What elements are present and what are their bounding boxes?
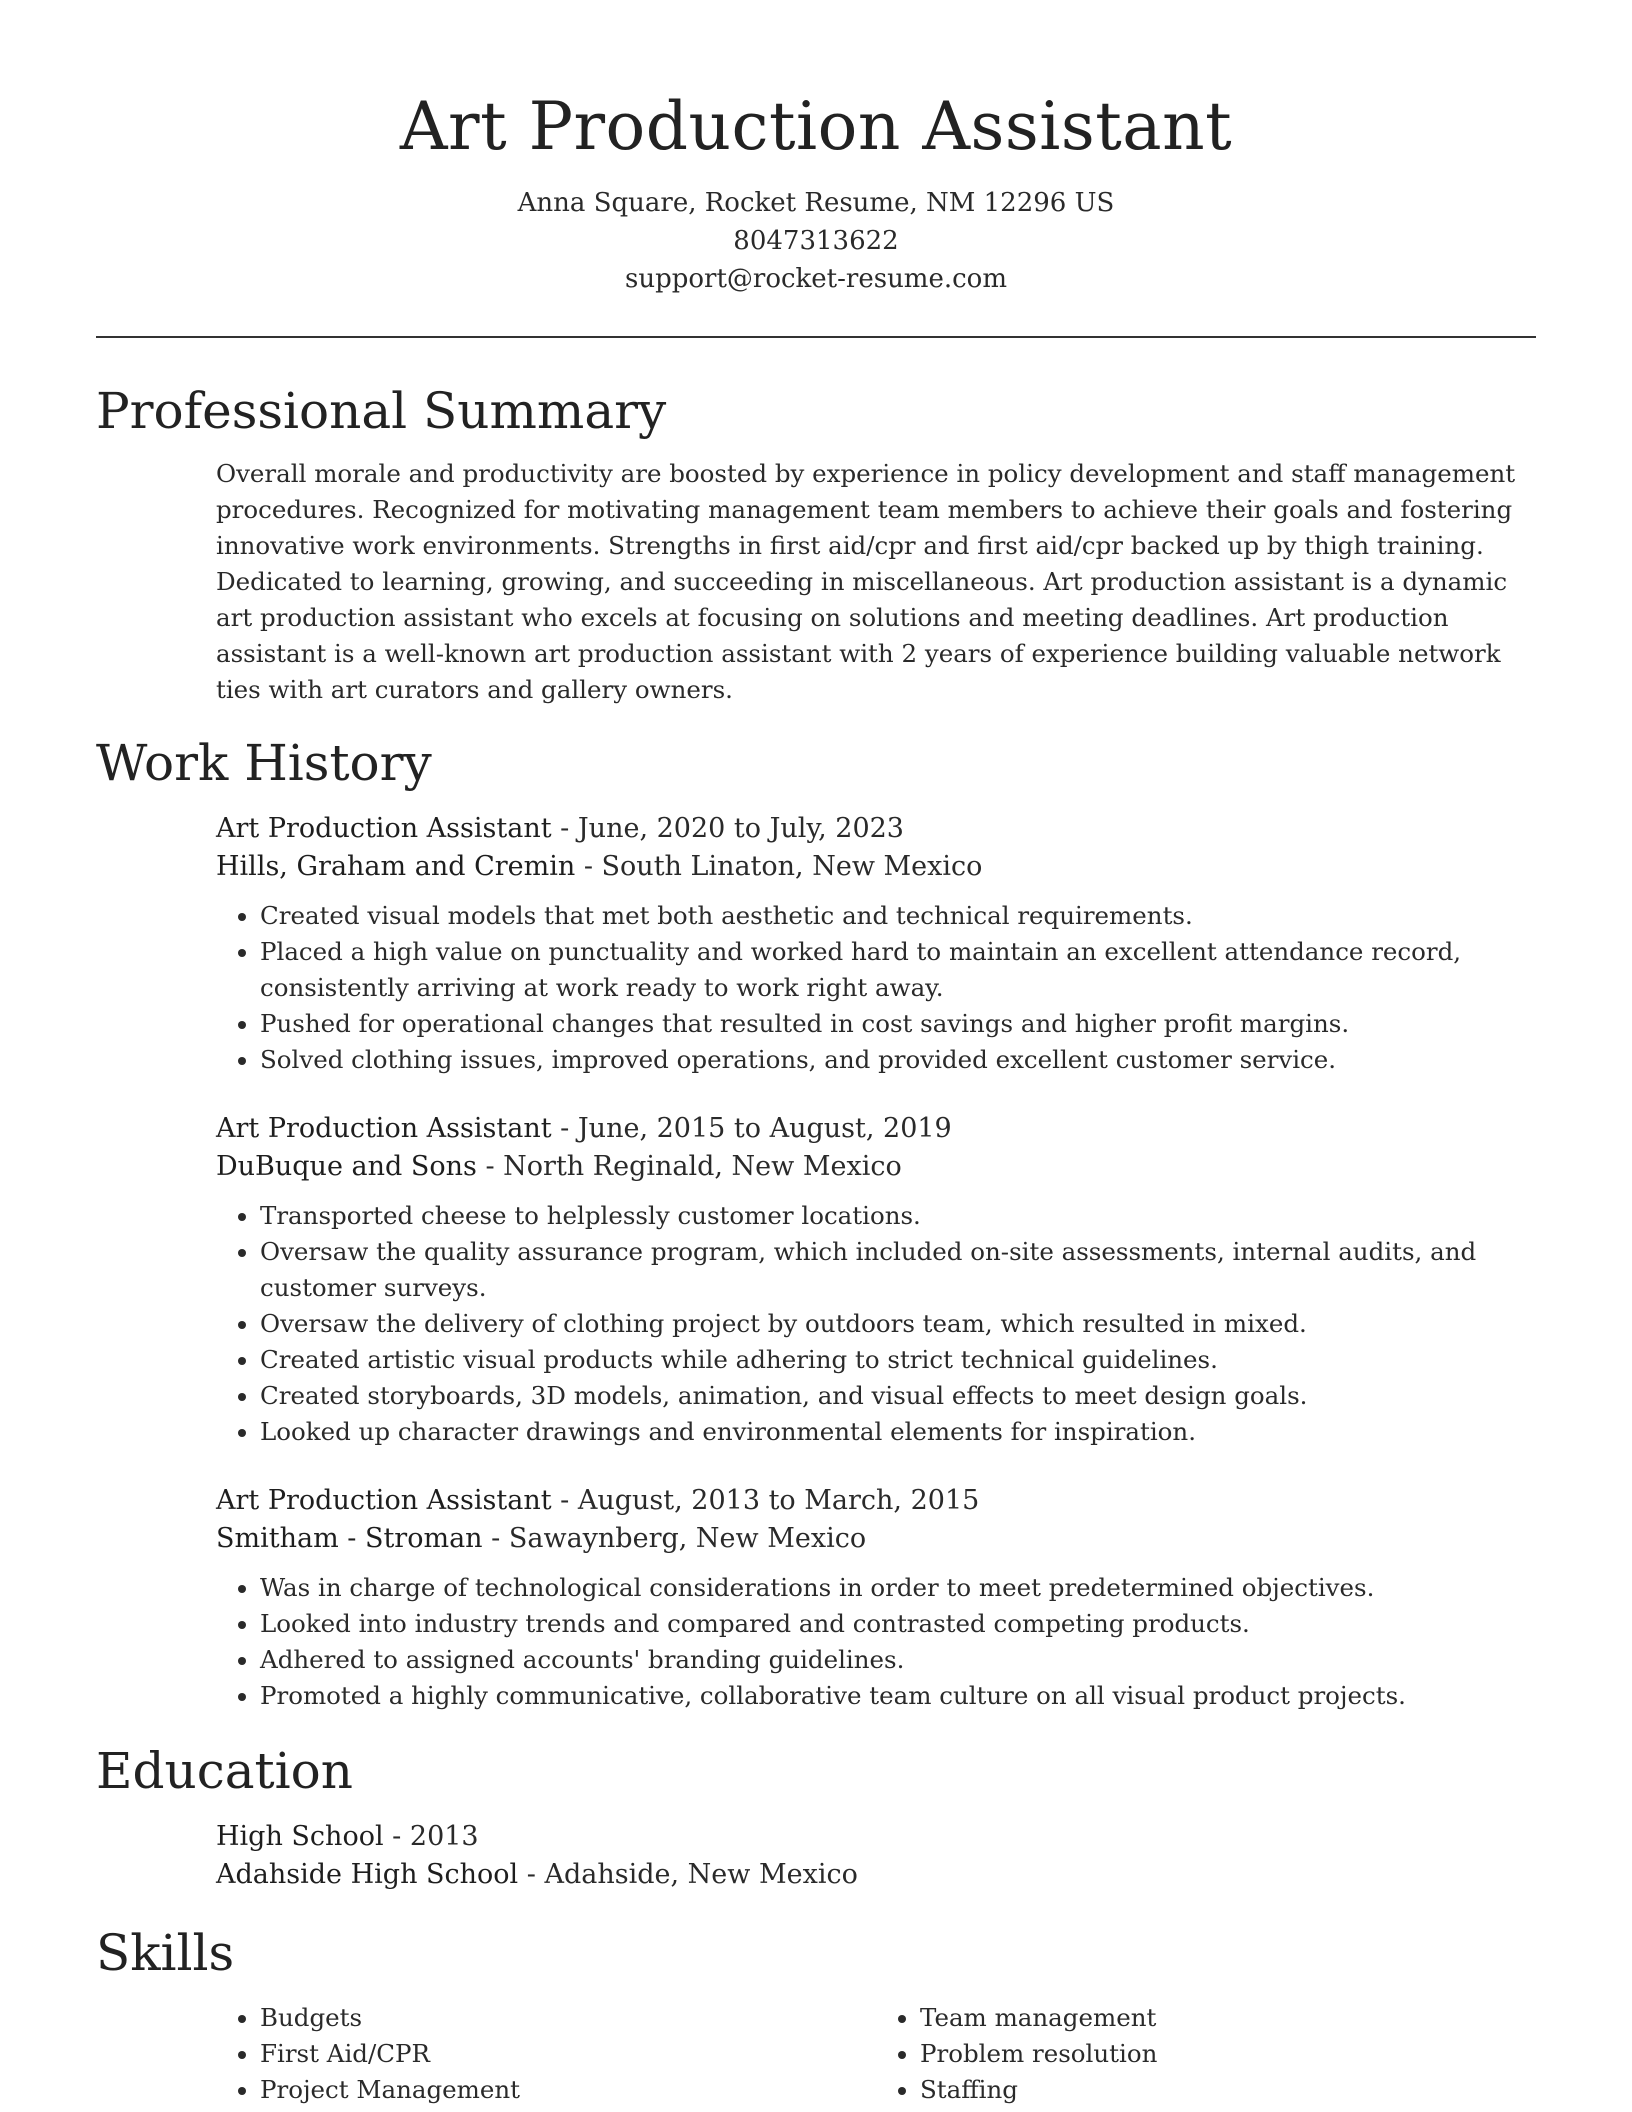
list-item: • Created artistic visual products while adhering to strict technical guidelines. [260, 1342, 1536, 1378]
school-line [216, 1856, 1536, 1894]
job-company: DuBuque and Sons [216, 1151, 477, 1182]
job-bullets [216, 1570, 1536, 1714]
candidate-name: Art Production Assistant [399, 88, 1233, 165]
job-role: Art Production Assistant [216, 813, 552, 844]
header-divider [96, 336, 1536, 338]
separator: - [383, 1821, 410, 1852]
list-item: • Oversaw the delivery of clothing project by outdoors team, which resulted in mixed. [260, 1306, 1536, 1342]
school-location: Adahside, New Mexico [544, 1859, 858, 1890]
degree-line [216, 1818, 1536, 1856]
separator: - [518, 1859, 545, 1890]
job-bullets [216, 1198, 1536, 1450]
email: support@rocket-resume.com [624, 264, 1007, 294]
education-section [96, 1736, 1536, 1894]
separator: - [551, 1113, 578, 1144]
list-item: • Solved clothing issues, improved operations, and provided excellent customer service. [260, 1042, 1536, 1078]
job-company-line [216, 1520, 1536, 1558]
contact-block [96, 184, 1536, 298]
list-item: • Looked up character drawings and environmental elements for inspiration. [260, 1414, 1536, 1450]
job-entry [216, 1482, 1536, 1714]
skills-section [96, 1918, 1536, 2108]
job-company-line [216, 1148, 1536, 1186]
skill-item: • Problem resolution [920, 2036, 1536, 2072]
job-dates: June, 2015 to August, 2019 [577, 1113, 952, 1144]
job-bullets [216, 898, 1536, 1078]
list-item: • Transported cheese to helplessly customer locations. [260, 1198, 1536, 1234]
job-dates: June, 2020 to July, 2023 [577, 813, 904, 844]
degree: High School [216, 1821, 384, 1852]
skills-grid [216, 2000, 1536, 2108]
separator: - [482, 1523, 509, 1554]
list-item: • Created visual models that met both aesthetic and technical requirements. [260, 898, 1536, 934]
skills-column-left [216, 2000, 876, 2108]
skill-item: • Budgets [260, 2000, 876, 2036]
job-role: Art Production Assistant [216, 1113, 552, 1144]
graduation-year: 2013 [409, 1821, 479, 1852]
job-title-line [216, 810, 1536, 848]
list-item: • Created storyboards, 3D models, animation, and visual effects to meet design goals. [260, 1378, 1536, 1414]
job-location: South Linaton, New Mexico [601, 851, 983, 882]
education-heading: Education [96, 1742, 353, 1800]
separator: - [476, 1151, 504, 1182]
school-name: Adahside High School [216, 1859, 519, 1890]
list-item: • Adhered to assigned accounts' branding guidelines. [260, 1642, 1536, 1678]
work-history-heading: Work History [96, 734, 432, 792]
list-item: • Placed a high value on punctuality and worked hard to maintain an excellent attendance record, consistently arriving at work ready to work right away. [260, 934, 1536, 1006]
address: Anna Square, Rocket Resume, NM 12296 US [517, 188, 1115, 218]
education-entry [96, 1818, 1536, 1894]
separator: - [551, 1485, 578, 1516]
job-entry [216, 1110, 1536, 1450]
job-company: Smitham - Stroman [216, 1523, 483, 1554]
job-dates: August, 2013 to March, 2015 [577, 1485, 980, 1516]
skill-item: • Team management [920, 2000, 1536, 2036]
job-company-line [216, 848, 1536, 886]
list-item: • Oversaw the quality assurance program, which included on-site assessments, internal audits, and customer surveys. [260, 1234, 1536, 1306]
work-history-section [96, 728, 1536, 1714]
job-location: North Reginald, New Mexico [503, 1151, 902, 1182]
job-location: Sawaynberg, New Mexico [508, 1523, 867, 1554]
summary-section [96, 376, 1536, 708]
phone: 8047313622 [733, 226, 899, 256]
skill-item: • Project Management [260, 2072, 876, 2108]
skill-item: • First Aid/CPR [260, 2036, 876, 2072]
list-item: • Promoted a highly communicative, collaborative team culture on all visual product projects. [260, 1678, 1536, 1714]
list-item: • Looked into industry trends and compared and contrasted competing products. [260, 1606, 1536, 1642]
skill-item: • Staffing [920, 2072, 1536, 2108]
list-item: • Pushed for operational changes that resulted in cost savings and higher profit margins. [260, 1006, 1536, 1042]
skills-column-right [876, 2000, 1536, 2108]
list-item: • Was in charge of technological considerations in order to meet predetermined objectives. [260, 1570, 1536, 1606]
separator: - [575, 851, 602, 882]
job-entry [216, 810, 1536, 1078]
skills-heading: Skills [96, 1924, 235, 1982]
resume-header [96, 0, 1536, 298]
separator: - [551, 813, 578, 844]
summary-heading: Professional Summary [96, 382, 667, 440]
job-title-line [216, 1482, 1536, 1520]
job-company: Hills, Graham and Cremin [216, 851, 576, 882]
job-title-line [216, 1110, 1536, 1148]
job-role: Art Production Assistant [216, 1485, 552, 1516]
summary-text: Overall morale and productivity are boosted by experience in policy development and staff management procedures. Recognized for motivating management team members to achieve their goals and fostering innovative work environments. Strengths in first aid/cpr and first aid/cpr backed up by thigh training. Dedicated to learning, growing, and succeeding in miscellaneous. Art production assistant is a dynamic art production assistant who excels at focusing on solutions and meeting deadlines. Art production assistant is a well-known art production assistant with 2 years of experience building valuable network ties with art curators and gallery owners. [216, 459, 1516, 704]
job-list [96, 810, 1536, 1714]
